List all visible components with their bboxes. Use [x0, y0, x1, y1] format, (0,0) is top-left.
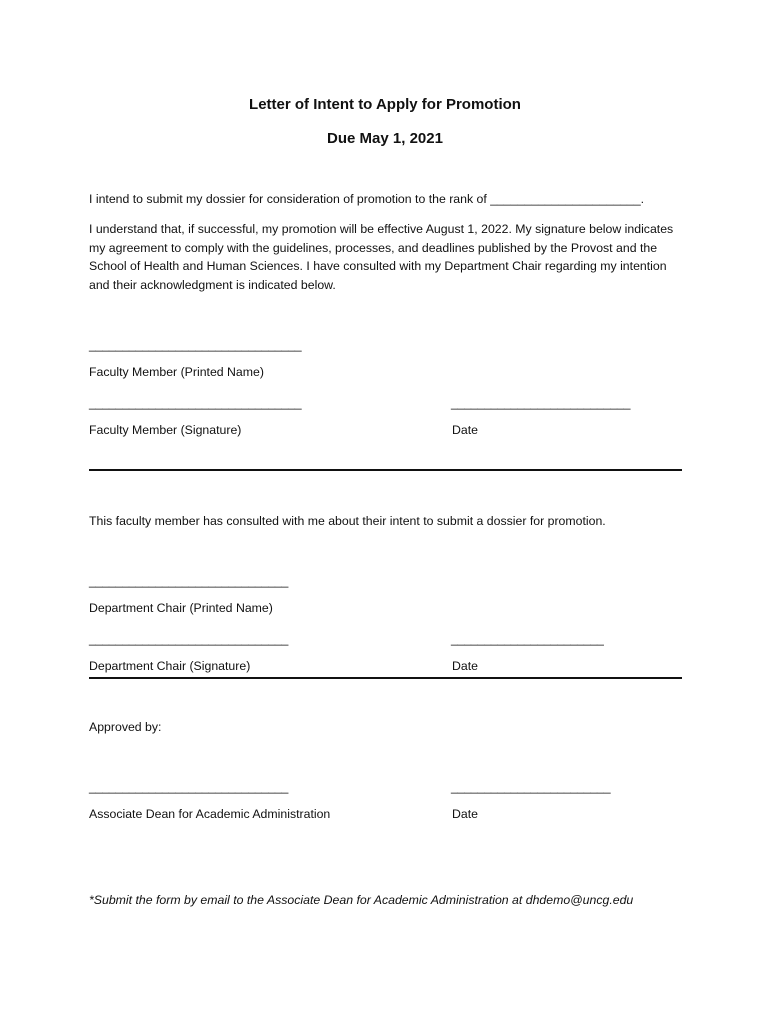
understanding-paragraph: I understand that, if successful, my promotion will be effective August 1, 2022. My signature below indicates my agreement to comply with the guidelines, processes, and deadlines published by the Provost and the School of Health and Human Sciences. I have consulted with my Department Chair regarding my intention and their acknowledgment is indicated below. [89, 222, 674, 292]
section-divider [89, 469, 682, 471]
faculty-date-label: Date [452, 423, 478, 437]
due-date: Due May 1, 2021 [327, 130, 443, 147]
faculty-signature-label: Faculty Member (Signature) [89, 423, 242, 437]
faculty-printed-name-line[interactable]: ________________________________ [89, 338, 302, 352]
faculty-signature-line[interactable]: ________________________________ [89, 396, 302, 410]
faculty-date-line[interactable]: ___________________________ [451, 396, 631, 410]
faculty-printed-name-label: Faculty Member (Printed Name) [89, 365, 264, 379]
chair-date-label: Date [452, 659, 478, 673]
chair-signature-line[interactable]: ______________________________ [89, 632, 289, 646]
dean-signature-line[interactable]: ______________________________ [89, 780, 289, 794]
chair-signature-label: Department Chair (Signature) [89, 659, 251, 673]
chair-statement: This faculty member has consulted with me about their intent to submit a dossier for promotion. [89, 514, 606, 528]
dean-date-label: Date [452, 807, 478, 821]
chair-printed-name-line[interactable]: ______________________________ [89, 574, 289, 588]
dean-date-line[interactable]: ________________________ [451, 780, 611, 794]
document-title: Letter of Intent to Apply for Promotion [249, 96, 521, 113]
approved-by-label: Approved by: [89, 720, 162, 734]
chair-date-line[interactable]: _______________________ [451, 632, 604, 646]
footer-note: *Submit the form by email to the Associate Dean for Academic Administration at dhdemo@uncg.edu [89, 893, 634, 907]
chair-printed-name-label: Department Chair (Printed Name) [89, 601, 273, 615]
intent-statement: I intend to submit my dossier for consideration of promotion to the rank of ______________________. [89, 192, 645, 206]
section-divider [89, 677, 682, 679]
dean-signature-label: Associate Dean for Academic Administration [89, 807, 331, 821]
